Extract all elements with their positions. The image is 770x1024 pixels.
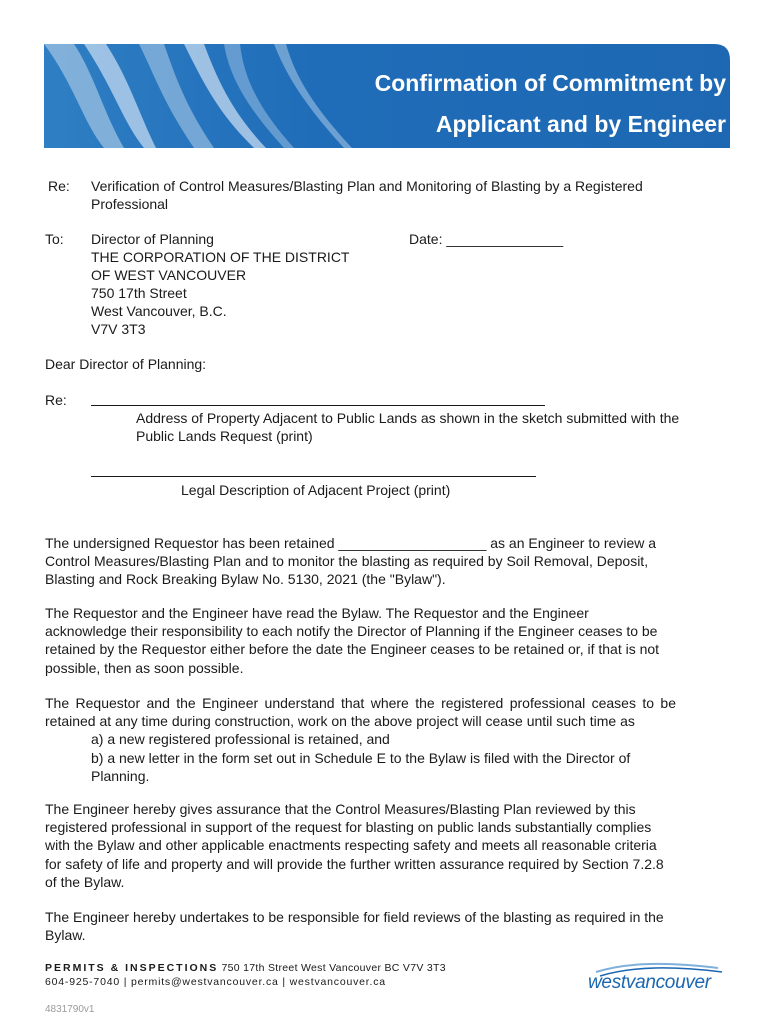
paragraph-line: with the Bylaw and other applicable enactments respecting safety and meets all reasonable criteria	[45, 837, 657, 854]
salutation: Dear Director of Planning:	[45, 356, 207, 372]
date-field[interactable]: Date: _______________	[409, 231, 564, 247]
legal-description-line[interactable]	[91, 476, 536, 477]
legal-description-caption: Legal Description of Adjacent Project (print)	[181, 482, 451, 498]
paragraph-line: The Requestor and the Engineer understand that where the registered professional ceases to be	[45, 695, 676, 711]
paragraph-line: The Requestor and the Engineer have read the Bylaw. The Requestor and the Engineer	[45, 605, 589, 621]
recipient-line: OF WEST VANCOUVER	[91, 267, 247, 283]
footer-address: 750 17th Street West Vancouver BC V7V 3T3	[221, 962, 446, 974]
footer-department: PERMITS & INSPECTIONS	[45, 962, 219, 974]
to-label: To:	[45, 231, 64, 247]
paragraph-line: registered professional in support of the request for blasting on public lands substantially complies	[45, 819, 652, 836]
paragraph-cessation	[45, 694, 717, 785]
page-title-line-1: Confirmation of Commitment by	[374, 70, 726, 96]
recipient-line: West Vancouver, B.C.	[91, 303, 227, 319]
property-address-caption-line-1: Address of Property Adjacent to Public Lands as shown in the sketch submitted with the	[136, 410, 680, 426]
recipient-line: 750 17th Street	[91, 285, 187, 301]
paragraph-line: for safety of life and property and will provide the further written assurance required by Section 7.2.8	[45, 855, 664, 872]
paragraph-list-item: Planning.	[91, 767, 150, 784]
paragraph-line: retained by the Requestor either before the date the Engineer ceases to be retained or, if that is not	[45, 641, 660, 658]
paragraph-line: Bylaw.	[45, 927, 86, 944]
logo-text-vancouver: vancouver	[625, 972, 711, 993]
paragraph-assurance	[45, 800, 717, 891]
page-title-line-2: Applicant and by Engineer	[435, 111, 726, 137]
paragraph-undertaking	[45, 908, 717, 944]
property-address-line[interactable]	[91, 405, 545, 406]
paragraph-line: acknowledge their responsibility to each notify the Director of Planning if the Engineer ceases to be	[45, 623, 658, 640]
property-re-label: Re:	[45, 392, 67, 408]
document-id: 4831790v1	[45, 1004, 95, 1015]
paragraph-line: Control Measures/Blasting Plan and to monitor the blasting as required by Soil Removal, Deposit,	[45, 553, 649, 570]
footer-address-line	[45, 962, 446, 974]
recipient-line: THE CORPORATION OF THE DISTRICT	[91, 249, 350, 265]
re-label: Re:	[48, 178, 70, 194]
paragraph-line: retained at any time during construction, work on the above project will cease until such time as	[45, 713, 635, 730]
paragraph-line: The undersigned Requestor has been retained ___________________ as an Engineer to review a	[45, 535, 657, 551]
paragraph-line: The Engineer hereby undertakes to be responsible for field reviews of the blasting as required in the	[45, 909, 664, 925]
re-subject-line-2: Professional	[91, 196, 169, 212]
logo-text-west: west	[588, 972, 626, 993]
paragraph-line: Blasting and Rock Breaking Bylaw No. 5130, 2021 (the "Bylaw").	[45, 571, 446, 588]
paragraph-line: possible, then as soon possible.	[45, 659, 244, 676]
re-subject-line-1: Verification of Control Measures/Blasting Plan and Monitoring of Blasting by a Registered	[91, 178, 643, 194]
paragraph-list-item: b) a new letter in the form set out in Schedule E to the Bylaw is filed with the Director of	[91, 749, 631, 766]
west-vancouver-logo	[588, 962, 728, 998]
recipient-line: V7V 3T3	[91, 321, 146, 337]
recipient-line: Director of Planning	[91, 231, 214, 247]
paragraph-line: The Engineer hereby gives assurance that the Control Measures/Blasting Plan reviewed by this	[45, 801, 636, 817]
paragraph-retention	[45, 534, 717, 589]
paragraph-line: of the Bylaw.	[45, 873, 125, 890]
footer-contact: 604-925-7040 | permits@westvancouver.ca | westvancouver.ca	[45, 976, 386, 988]
paragraph-list-item: a) a new registered professional is retained, and	[91, 731, 390, 748]
paragraph-acknowledgement	[45, 604, 717, 677]
property-address-caption-line-2: Public Lands Request (print)	[136, 428, 313, 444]
